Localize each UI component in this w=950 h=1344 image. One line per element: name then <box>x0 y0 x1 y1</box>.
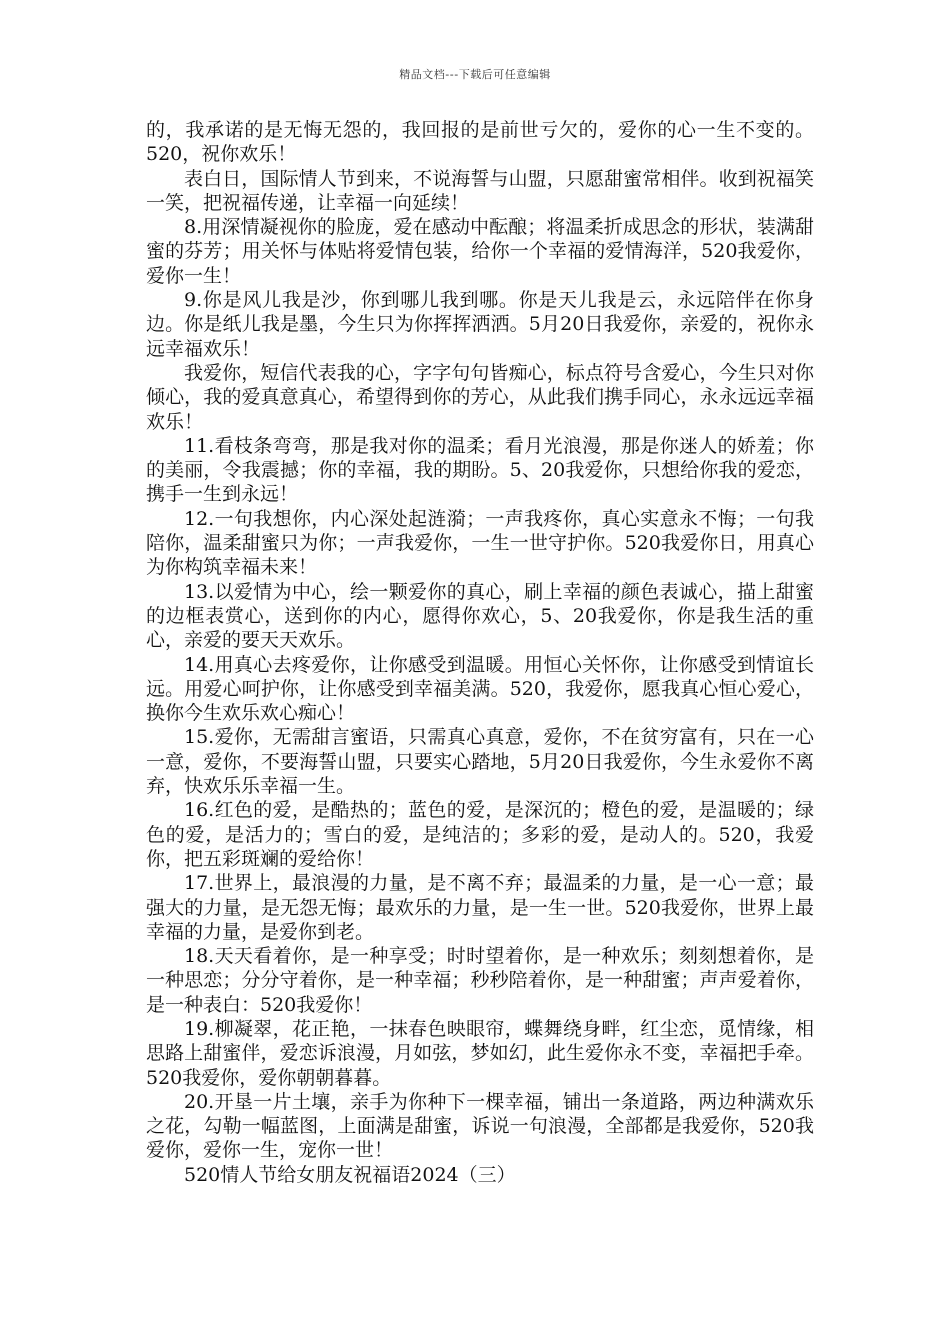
paragraph: 15.爱你，无需甜言蜜语，只需真心真意，爱你，不在贫穷富有，只在一心一意，爱你，不要海誓山盟，只要实心踏地，5月20日我爱你，今生永爱你不离弃，快欢乐乐幸福一生。 <box>146 726 814 798</box>
paragraph: 13.以爱情为中心，绘一颗爱你的真心，刷上幸福的颜色表诚心，描上甜蜜的边框表赏心，送到你的内心，愿得你欢心，5、20我爱你，你是我生活的重心，亲爱的要天天欢乐。 <box>146 580 814 652</box>
paragraph: 11.看枝条弯弯，那是我对你的温柔；看月光浪漫，那是你迷人的娇羞；你的美丽，令我震撼；你的幸福，我的期盼。5、20我爱你，只想给你我的爱恋，携手一生到永远！ <box>146 434 814 506</box>
paragraph: 12.一句我想你，内心深处起涟漪；一声我疼你，真心实意永不悔；一句我陪你，温柔甜蜜只为你；一声我爱你，一生一世守护你。520我爱你日，用真心为你构筑幸福未来！ <box>146 507 814 579</box>
document-body <box>146 118 814 1187</box>
paragraph: 17.世界上，最浪漫的力量，是不离不弃；最温柔的力量，是一心一意；最强大的力量，是无怨无悔；最欢乐的力量，是一生一世。520我爱你，世界上最幸福的力量，是爱你到老。 <box>146 872 814 943</box>
paragraph: 18.天天看着你，是一种享受；时时望着你，是一种欢乐；刻刻想着你，是一种思恋；分分守着你，是一种幸福；秒秒陪着你，是一种甜蜜；声声爱着你，是一种表白：520我爱你！ <box>146 945 814 1016</box>
paragraph: 16.红色的爱，是酷热的；蓝色的爱，是深沉的；橙色的爱，是温暖的；绿色的爱，是活力的；雪白的爱，是纯洁的；多彩的爱，是动人的。520，我爱你，把五彩斑斓的爱给你！ <box>146 799 814 870</box>
paragraph-continuation: 的，我承诺的是无悔无怨的，我回报的是前世亏欠的，爱你的心一生不变的。520，祝你欢乐！ <box>146 119 814 166</box>
paragraph: 我爱你，短信代表我的心，字字句句皆痴心，标点符号含爱心，今生只对你倾心，我的爱真意真心，希望得到你的芳心，从此我们携手同心，永永远远幸福欢乐！ <box>146 361 814 433</box>
paragraph: 表白日，国际情人节到来，不说海誓与山盟，只愿甜蜜常相伴。收到祝福笑一笑，把祝福传递，让幸福一向延续！ <box>146 167 814 214</box>
paragraph: 14.用真心去疼爱你，让你感受到温暖。用恒心关怀你，让你感受到情谊长远。用爱心呵护你，让你感受到幸福美满。520，我爱你，愿我真心恒心爱心，换你今生欢乐欢心痴心！ <box>146 653 814 725</box>
page-header: 精品文档---下载后可任意编辑 <box>399 68 551 81</box>
paragraph: 8.用深情凝视你的脸庞，爱在感动中酝酿；将温柔折成思念的形状，装满甜蜜的芬芳；用关怀与体贴将爱情包装，给你一个幸福的爱情海洋，520我爱你，爱你一生！ <box>146 216 814 287</box>
paragraph: 9.你是风儿我是沙，你到哪儿我到哪。你是天儿我是云，永远陪伴在你身边。你是纸儿我是墨，今生只为你挥挥洒洒。5月20日我爱你，亲爱的，祝你永远幸福欢乐！ <box>146 289 814 360</box>
section-heading: 520情人节给女朋友祝福语2024（三） <box>184 1163 516 1186</box>
paragraph: 20.开垦一片土壤，亲手为你种下一棵幸福，铺出一条道路，两边种满欢乐之花，勾勒一幅蓝图，上面满是甜蜜，诉说一句浪漫，全部都是我爱你，520我爱你，爱你一生，宠你一世！ <box>146 1090 814 1162</box>
paragraph: 19.柳凝翠，花正艳，一抹春色映眼帘，蝶舞绕身畔，红尘恋，觅情缘，相思路上甜蜜伴，爱恋诉浪漫，月如弦，梦如幻，此生爱你永不变，幸福把手牵。520我爱你，爱你朝朝暮暮。 <box>146 1017 814 1089</box>
